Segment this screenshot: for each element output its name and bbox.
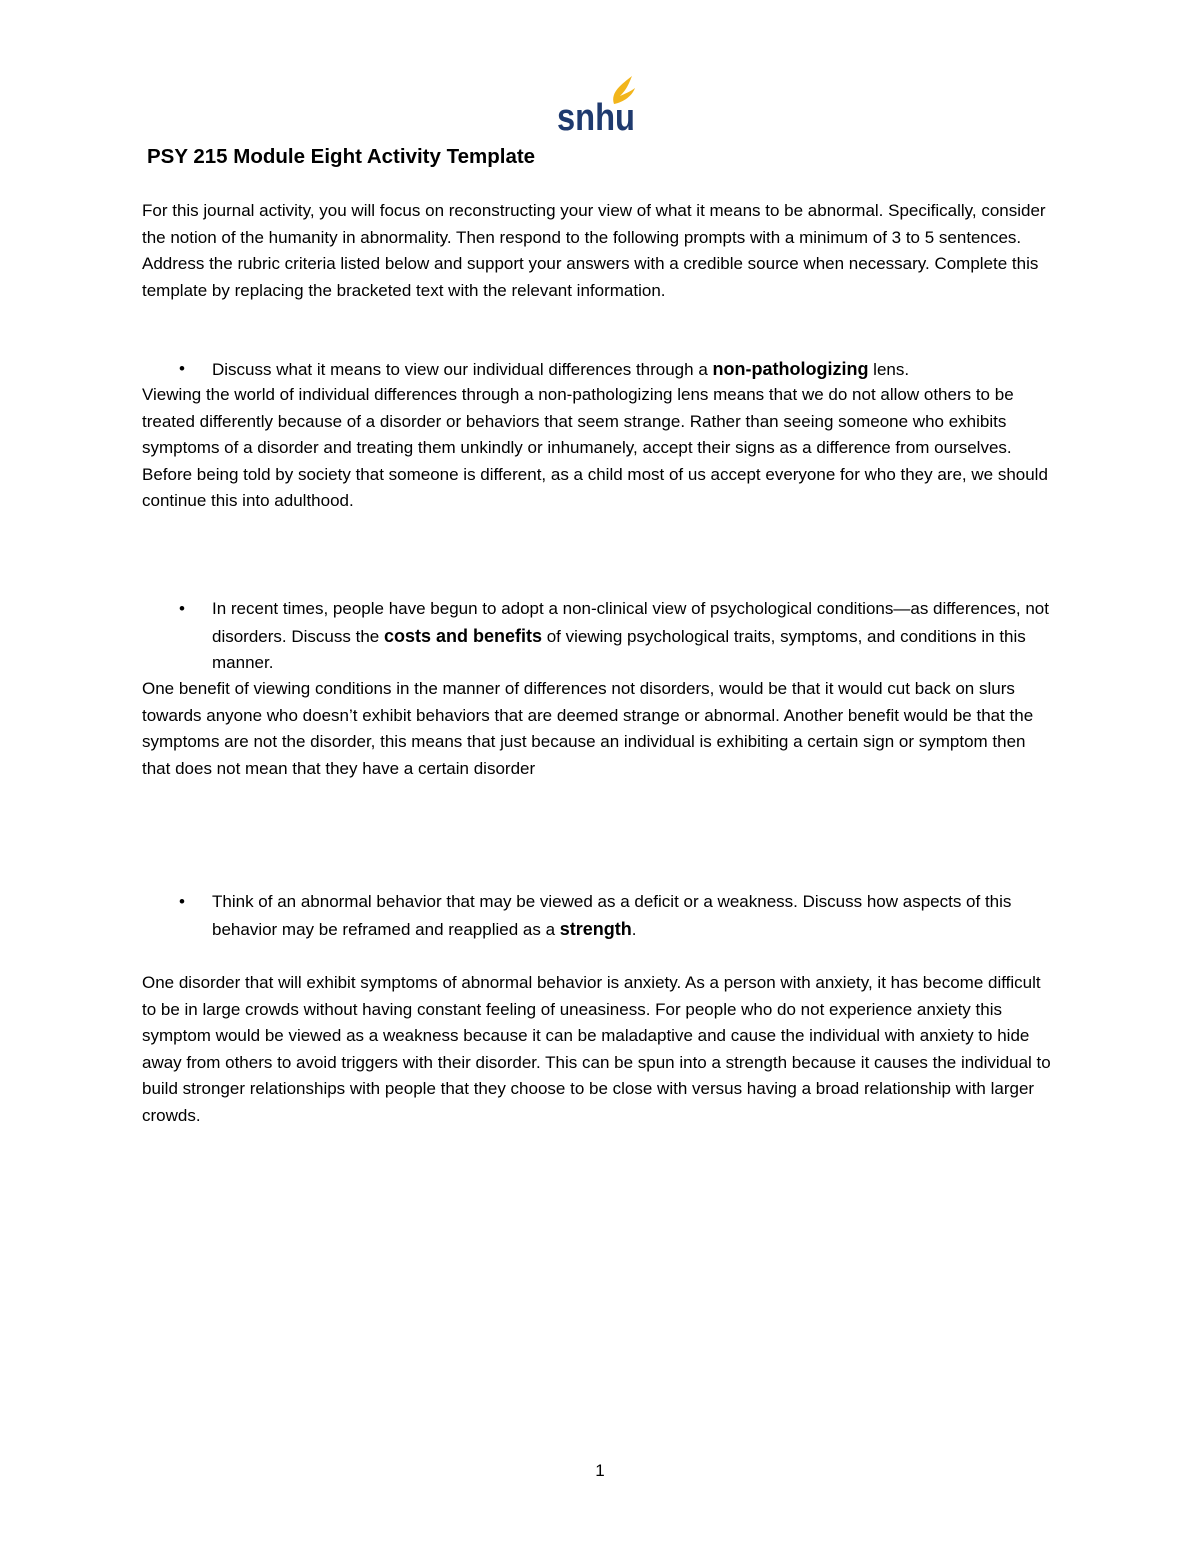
bullet-icon: •: [179, 359, 185, 378]
prompt-2-text: [212, 596, 1058, 677]
answer-2: One benefit of viewing conditions in the manner of differences not disorders, would be that it would cut back on slurs towards anyone who doesn’t exhibit behaviors that are deemed strange or abnormal. Another benefit would be that the symptoms are not the disorder, this means that just because an individual is exhibiting a certain sign or symptom then that does not mean that they have a certain disorder: [142, 679, 1034, 778]
snhu-logo-graphic: [556, 74, 640, 134]
answer-3: One disorder that will exhibit symptoms of abnormal behavior is anxiety. As a person with anxiety, it has become difficult to be in large crowds without having constant feeling of uneasiness. For people who do not experience anxiety this symptom would be viewed as a weakness because it can be maladaptive and cause the individual with anxiety to hide away from others to avoid triggers with their disorder. This can be spun into a strength because it causes the individual to build stronger relationships with people that they choose to be close with versus having a broad relationship with larger crowds.: [142, 973, 1051, 1125]
bullet-icon: •: [179, 892, 185, 911]
answer-1: Viewing the world of individual differences through a non-pathologizing lens means that we do not allow others to be treated differently because of a disorder or behaviors that seem strange. Rather than seeing someone who exhibits symptoms of a disorder and treating them unkindly or inhumanely, accept their signs as a difference from ourselves. Before being told by society that someone is different, as a child most of us accept everyone for who they are, we should continue this into adulthood.: [142, 385, 1048, 511]
bullet-icon: •: [179, 599, 185, 618]
prompt-3-text-after: .: [631, 919, 637, 939]
logo-wordmark: snhu: [557, 97, 635, 134]
prompt-3-emphasis: strength: [559, 918, 632, 939]
prompt-1-emphasis: non-pathologizing: [712, 359, 869, 379]
prompt-2-text-before: In recent times, people have begun to adopt a non-clinical view of psychological conditions—as differences, not disorders. Discuss the: [212, 599, 1049, 646]
intro-paragraph: For this journal activity, you will focus on reconstructing your view of what it means to be abnormal. Specifically, consider the notion of the humanity in abnormality. Then respond to the following prompts with a minimum of 3 to 5 sentences. Address the rubric criteria listed below and support your answers with a credible source when necessary. Complete this template by replacing the bracketed text with the relevant information.: [142, 201, 1046, 300]
snhu-logo: [556, 74, 640, 134]
prompt-2-emphasis: costs and benefits: [383, 625, 542, 646]
prompt-1-text-after: lens.: [868, 360, 910, 379]
prompt-2-text-after: of viewing psychological traits, symptoms, and conditions in this manner.: [212, 626, 1026, 673]
prompt-1-text: [212, 356, 1058, 384]
page-title: PSY 215 Module Eight Activity Template: [147, 145, 536, 168]
prompt-3-text-before: Think of an abnormal behavior that may be viewed as a deficit or a weakness. Discuss how aspects of this behavior may be reframed and reapplied as a: [212, 892, 1012, 939]
page-number: 1: [595, 1461, 605, 1480]
prompt-3-text: [212, 889, 1058, 943]
prompt-1-text-before: Discuss what it means to view our individual differences through a: [212, 360, 713, 379]
